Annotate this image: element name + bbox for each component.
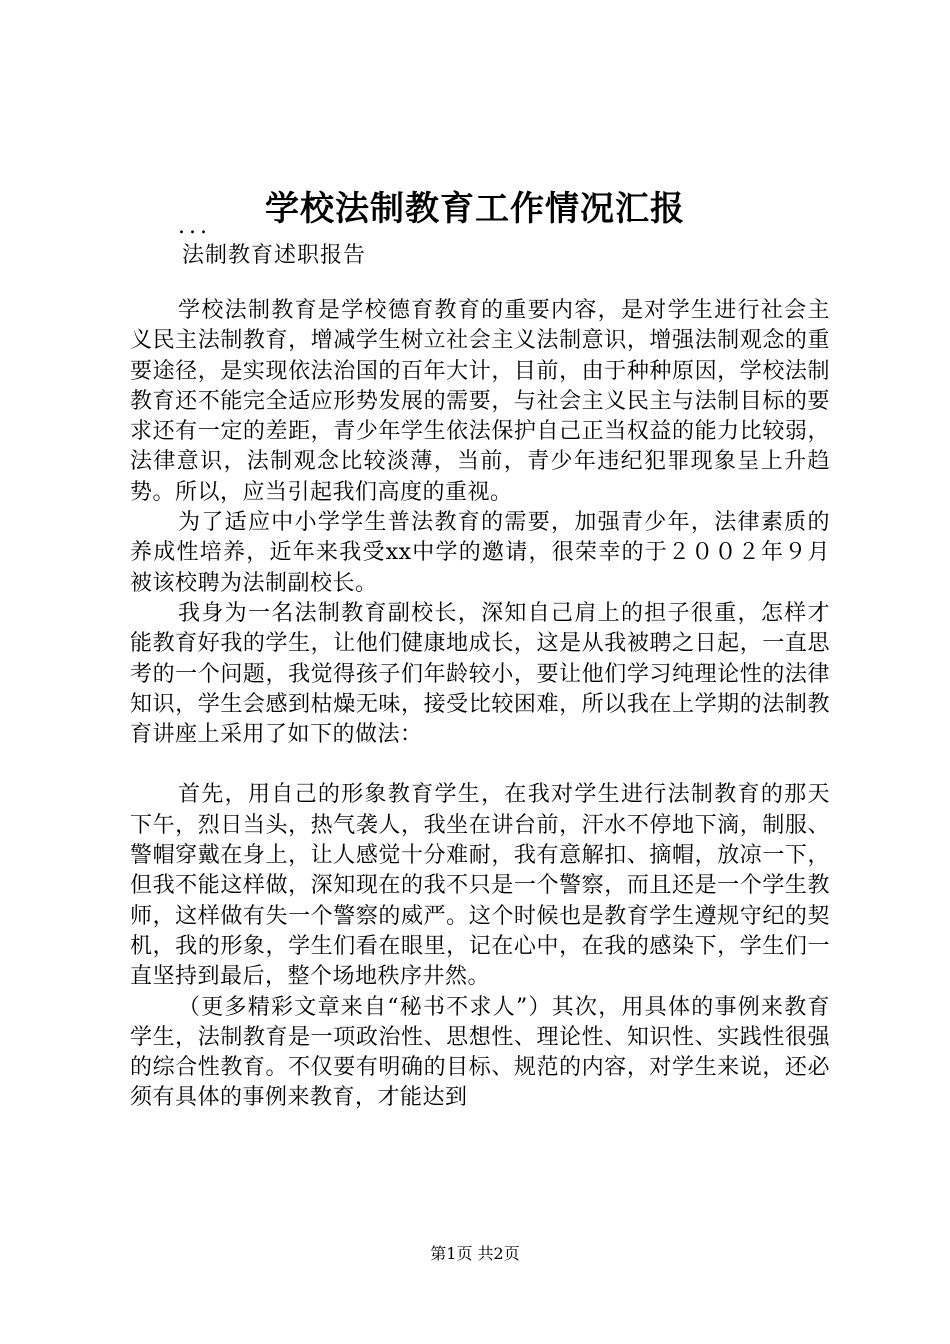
ellipsis-marker: ... xyxy=(178,214,211,239)
page-footer: 第1页 共2页 xyxy=(430,1244,520,1263)
paragraph-5: （更多精彩文章来自“秘书不求人”）其次，用具体的事例来教育学生，法制教育是一项政治性、思想性、理论性、知识性、实践性很强的综合性教育。不仅要有明确的目标、规范的内容，对学生来说，还必须有具体的事例来教育，才能达到 xyxy=(130,994,830,1111)
paragraph-3: 我身为一名法制教育副校长，深知自己肩上的担子很重，怎样才能教育好我的学生，让他们健康地成长，这是从我被聘之日起，一直思考的一个问题，我觉得孩子们年龄较小，要让他们学习纯理论性的法律知识，学生会感到枯燥无味，接受比较困难，所以我在上学期的法制教育讲座上采用了如下的做法： xyxy=(130,600,830,748)
paragraph-2: 为了适应中小学学生普法教育的需要，加强青少年，法律素质的养成性培养，近年来我受xx中学的邀请，很荣幸的于２００２年９月被该校聘为法制副校长。 xyxy=(130,510,830,596)
document-title: 学校法制教育工作情况汇报 xyxy=(265,189,685,229)
document-subtitle: 法制教育述职报告 xyxy=(182,243,367,268)
paragraph-1: 学校法制教育是学校德育教育的重要内容，是对学生进行社会主义民主法制教育，增减学生树立社会主义法制意识，增强法制观念的重要途径，是实现依法治国的百年大计，目前，由于种种原因，学校法制教育还不能完全适应形势发展的需要，与社会主义民主与法制目标的要求还有一定的差距，青少年学生依法保护自己正当权益的能力比较弱，法律意识，法制观念比较淡薄，当前，青少年违纪犯罪现象呈上升趋势。所以，应当引起我们高度的重视。 xyxy=(130,298,830,505)
paragraph-4: 首先，用自己的形象教育学生，在我对学生进行法制教育的那天下午，烈日当头，热气袭人，我坐在讲台前，汗水不停地下滴，制服、警帽穿戴在身上，让人感觉十分难耐，我有意解扣、摘帽，放凉一下，但我不能这样做，深知现在的我不只是一个警察，而且还是一个学生教师，这样做有失一个警察的威严。这个时候也是教育学生遵规守纪的契机，我的形象，学生们看在眼里，记在心中，在我的感染下，学生们一直坚持到最后，整个场地秩序井然。 xyxy=(130,782,830,990)
paragraph-spacer xyxy=(130,750,830,780)
document-body xyxy=(130,296,830,1114)
